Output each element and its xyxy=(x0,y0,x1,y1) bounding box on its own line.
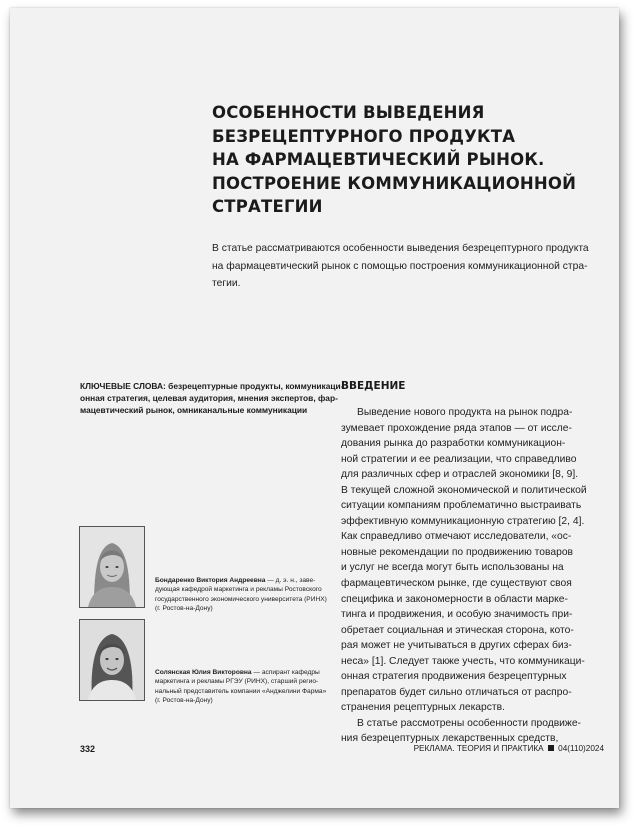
journal-issue: 04(110)2024 xyxy=(558,744,604,753)
title-line: ОСОБЕННОСТИ ВЫВЕДЕНИЯ xyxy=(212,103,485,122)
body-line: обретает социальная и этическая сторона, кото- xyxy=(341,624,574,636)
keywords-line: КЛЮЧЕВЫЕ СЛОВА: безрецептурные продукты, коммуникаци- xyxy=(80,381,344,391)
title-line: НА ФАРМАЦЕВТИЧЕСКИЙ РЫНОК. xyxy=(212,150,545,169)
author-bio-line xyxy=(155,668,335,677)
author-bio-line xyxy=(155,576,335,585)
title-line: СТРАТЕГИИ xyxy=(212,197,323,216)
body-line: Как справедливо отмечают исследователи, «ос- xyxy=(341,531,572,543)
abstract-line: В статье рассматриваются особенности выведения безрецептурного продукта xyxy=(212,243,589,254)
author-bio xyxy=(155,668,335,706)
body-line: странения рецептурных лекарств. xyxy=(341,702,505,714)
keywords-block xyxy=(80,381,344,416)
abstract-line: тегии. xyxy=(212,278,241,289)
article-title xyxy=(212,101,592,219)
body-line: ния безрецептурных лекарственных средств, xyxy=(341,733,559,745)
title-line: БЕЗРЕЦЕПТУРНОГО ПРОДУКТА xyxy=(212,126,516,146)
journal-name: РЕКЛАМА. ТЕОРИЯ И ПРАКТИКА xyxy=(413,744,544,753)
author-name: Солянская Юлия Викторовна xyxy=(155,669,252,676)
author-bio-text: — д. э. н., заве- xyxy=(265,577,316,584)
page-number: 332 xyxy=(80,744,96,754)
journal-footer xyxy=(414,744,604,753)
body-line: дования рынка до разработки коммуникацион- xyxy=(341,438,566,450)
portrait-image xyxy=(80,527,144,607)
author-photo xyxy=(79,619,145,701)
author-bio xyxy=(155,576,335,614)
author-bio-text: — аспирант кафедры xyxy=(251,669,320,676)
separator-square-icon xyxy=(548,745,554,751)
body-line: В текущей сложной экономической и политической xyxy=(341,484,587,496)
body-line: для различных сфер и отраслей экономики [8, 9]. xyxy=(341,469,579,481)
introduction-text xyxy=(341,405,611,747)
journal-page xyxy=(10,8,619,808)
abstract-line: на фармацевтический рынок с помощью построения коммуникационной стра- xyxy=(212,260,588,272)
author-name: Бондаренко Виктория Андреевна xyxy=(155,577,266,584)
author-bio-line: государственного экономического университета (РИНХ) xyxy=(155,595,327,603)
body-line: В статье рассмотрены особенности продвиже- xyxy=(357,717,581,729)
author-bio-line: маркетинга и рекламы РГЭУ (РИНХ), старший регио- xyxy=(155,678,319,686)
body-line: ситуации компаниям проблематично выстраивать xyxy=(341,500,582,512)
author-bio-line: нальный представитель компании «Анджелини Фарма» xyxy=(155,687,327,695)
author-bio-line: дующая кафедрой маркетинга и рекламы Ростовского xyxy=(155,586,322,594)
author-photo xyxy=(79,526,145,608)
body-line: ной стратегии и ее реализации, что справедливо xyxy=(341,453,577,465)
body-line: онная стратегия продвижения безрецептурных xyxy=(341,671,567,683)
body-line: и услуг не всегда могут быть использованы на xyxy=(341,562,564,574)
body-line: Выведение нового продукта на рынок подра- xyxy=(357,407,573,418)
body-line: рая может не учитываться в других сферах биз- xyxy=(341,640,572,652)
article-abstract xyxy=(212,240,602,293)
body-line: эффективную коммуникационную стратегию [2, 4]. xyxy=(341,515,585,527)
keywords-line: онная стратегия, целевая аудитория, мнения экспертов, фар- xyxy=(80,392,338,403)
keywords-line: мацевтический рынок, омниканальные коммуникации xyxy=(80,404,308,415)
body-line: неса» [1]. Следует также учесть, что коммуникаци- xyxy=(341,655,585,667)
portrait-image xyxy=(80,620,144,700)
body-line: зумевает прохождение ряда этапов — от иссле- xyxy=(341,422,572,434)
body-line: препаратов будет сильно отличаться от распро- xyxy=(341,686,572,698)
author-bio-line: (г. Ростов-на-Дону) xyxy=(155,605,213,613)
body-line: фармацевтическом рынке, где существуют своя xyxy=(341,578,572,590)
title-line: ПОСТРОЕНИЕ КОММУНИКАЦИОННОЙ xyxy=(212,173,577,193)
body-line: тинга и продвижения, и особую значимость при- xyxy=(341,609,573,621)
body-line: специфика и закономерности в области марке- xyxy=(341,593,568,605)
author-bio-line: (г. Ростов-на-Дону) xyxy=(155,697,213,705)
section-heading: ВВЕДЕНИЕ xyxy=(341,380,406,392)
body-line: новные рекомендации по продвижению товаров xyxy=(341,546,574,558)
